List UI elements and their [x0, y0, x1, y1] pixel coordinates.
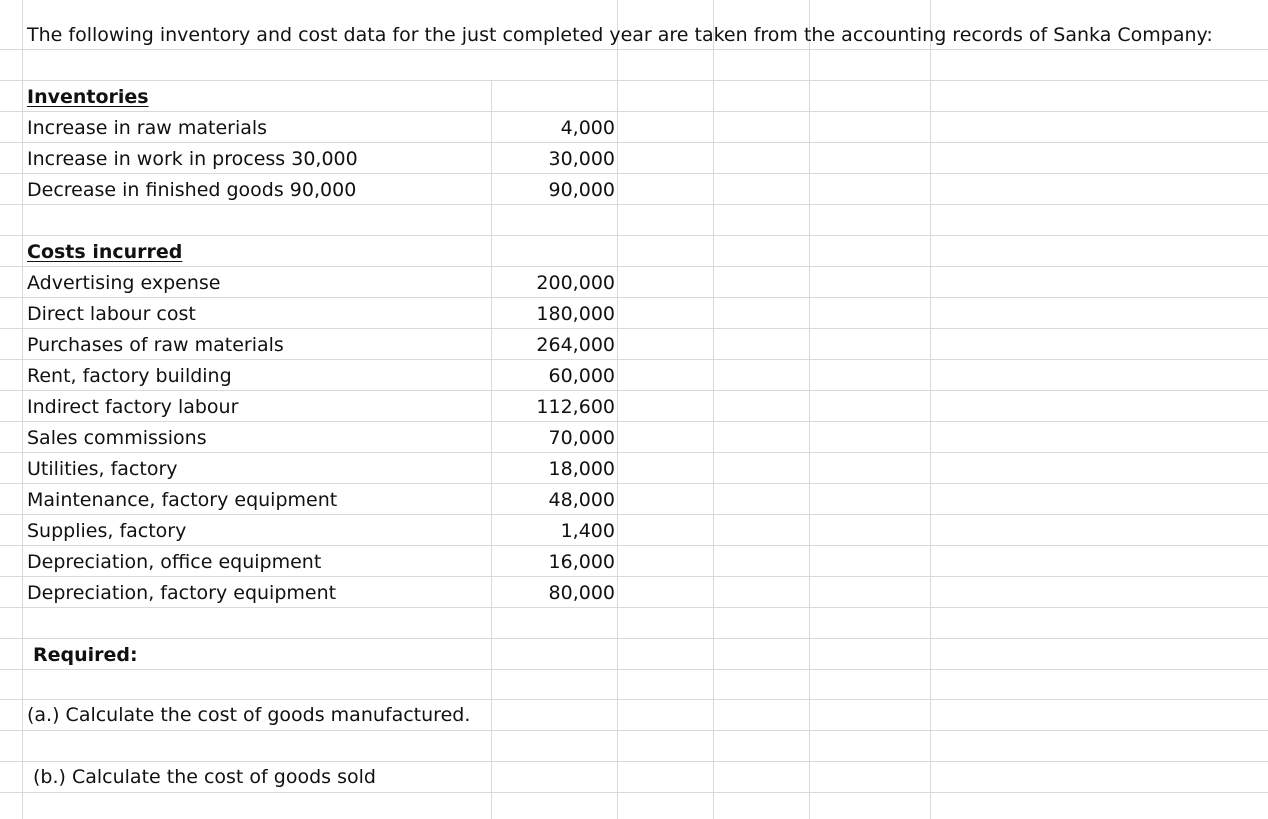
cost-value: 1,400 [560, 520, 615, 542]
inventory-value: 4,000 [560, 117, 615, 139]
grid-line [809, 0, 810, 819]
inventory-label: Decrease in finished goods 90,000 [27, 179, 357, 201]
grid-line [0, 266, 1268, 267]
cost-label: Sales commissions [27, 427, 207, 449]
grid-line [0, 576, 1268, 577]
inventory-value: 30,000 [548, 148, 615, 170]
grid-line [713, 0, 714, 819]
grid-line [491, 80, 492, 819]
cost-label: Advertising expense [27, 272, 221, 294]
cost-value: 180,000 [536, 303, 615, 325]
cost-label: Direct labour cost [27, 303, 196, 325]
cost-label: Utilities, factory [27, 458, 178, 480]
cost-value: 18,000 [548, 458, 615, 480]
grid-line [0, 235, 1268, 236]
cost-label: Indirect factory labour [27, 396, 239, 418]
cost-label: Depreciation, office equipment [27, 551, 322, 573]
grid-line [0, 607, 1268, 608]
grid-line [0, 638, 1268, 639]
costs-heading: Costs incurred [27, 241, 183, 263]
grid-line [0, 761, 1268, 762]
grid-line [0, 111, 1268, 112]
grid-line [0, 730, 1268, 731]
cost-label: Maintenance, factory equipment [27, 489, 338, 511]
cost-value: 70,000 [548, 427, 615, 449]
grid-line [0, 173, 1268, 174]
grid-line [0, 669, 1268, 670]
grid-line [0, 421, 1268, 422]
grid-line [0, 452, 1268, 453]
inventory-label: Increase in work in process 30,000 [27, 148, 358, 170]
required-heading: Required: [33, 644, 138, 666]
grid-line [0, 390, 1268, 391]
cost-value: 60,000 [548, 365, 615, 387]
grid-line [0, 514, 1268, 515]
intro-text: The following inventory and cost data for the just completed year are taken from the accounting records of Sanka Company: [27, 24, 1213, 46]
grid-line [0, 699, 1268, 700]
cost-value: 80,000 [548, 582, 615, 604]
grid-line [0, 297, 1268, 298]
grid-line [0, 204, 1268, 205]
grid-line [0, 142, 1268, 143]
grid-line [930, 0, 931, 819]
inventory-value: 90,000 [548, 179, 615, 201]
grid-line [0, 792, 1268, 793]
grid-line [617, 0, 618, 819]
grid-line [0, 49, 1268, 50]
grid-line [0, 483, 1268, 484]
inventories-heading: Inventories [27, 86, 149, 108]
question-b: (b.) Calculate the cost of goods sold [33, 766, 376, 788]
cost-label: Rent, factory building [27, 365, 232, 387]
grid-line [0, 80, 1268, 81]
cost-value: 48,000 [548, 489, 615, 511]
grid-line [0, 328, 1268, 329]
cost-label: Depreciation, factory equipment [27, 582, 337, 604]
grid-line [0, 359, 1268, 360]
grid-line [0, 545, 1268, 546]
question-a: (a.) Calculate the cost of goods manufactured. [27, 704, 471, 726]
inventory-label: Increase in raw materials [27, 117, 268, 139]
cost-value: 112,600 [536, 396, 615, 418]
grid-line [22, 0, 23, 819]
cost-label: Purchases of raw materials [27, 334, 284, 356]
cost-value: 200,000 [536, 272, 615, 294]
cost-value: 264,000 [536, 334, 615, 356]
cost-value: 16,000 [548, 551, 615, 573]
cost-label: Supplies, factory [27, 520, 187, 542]
